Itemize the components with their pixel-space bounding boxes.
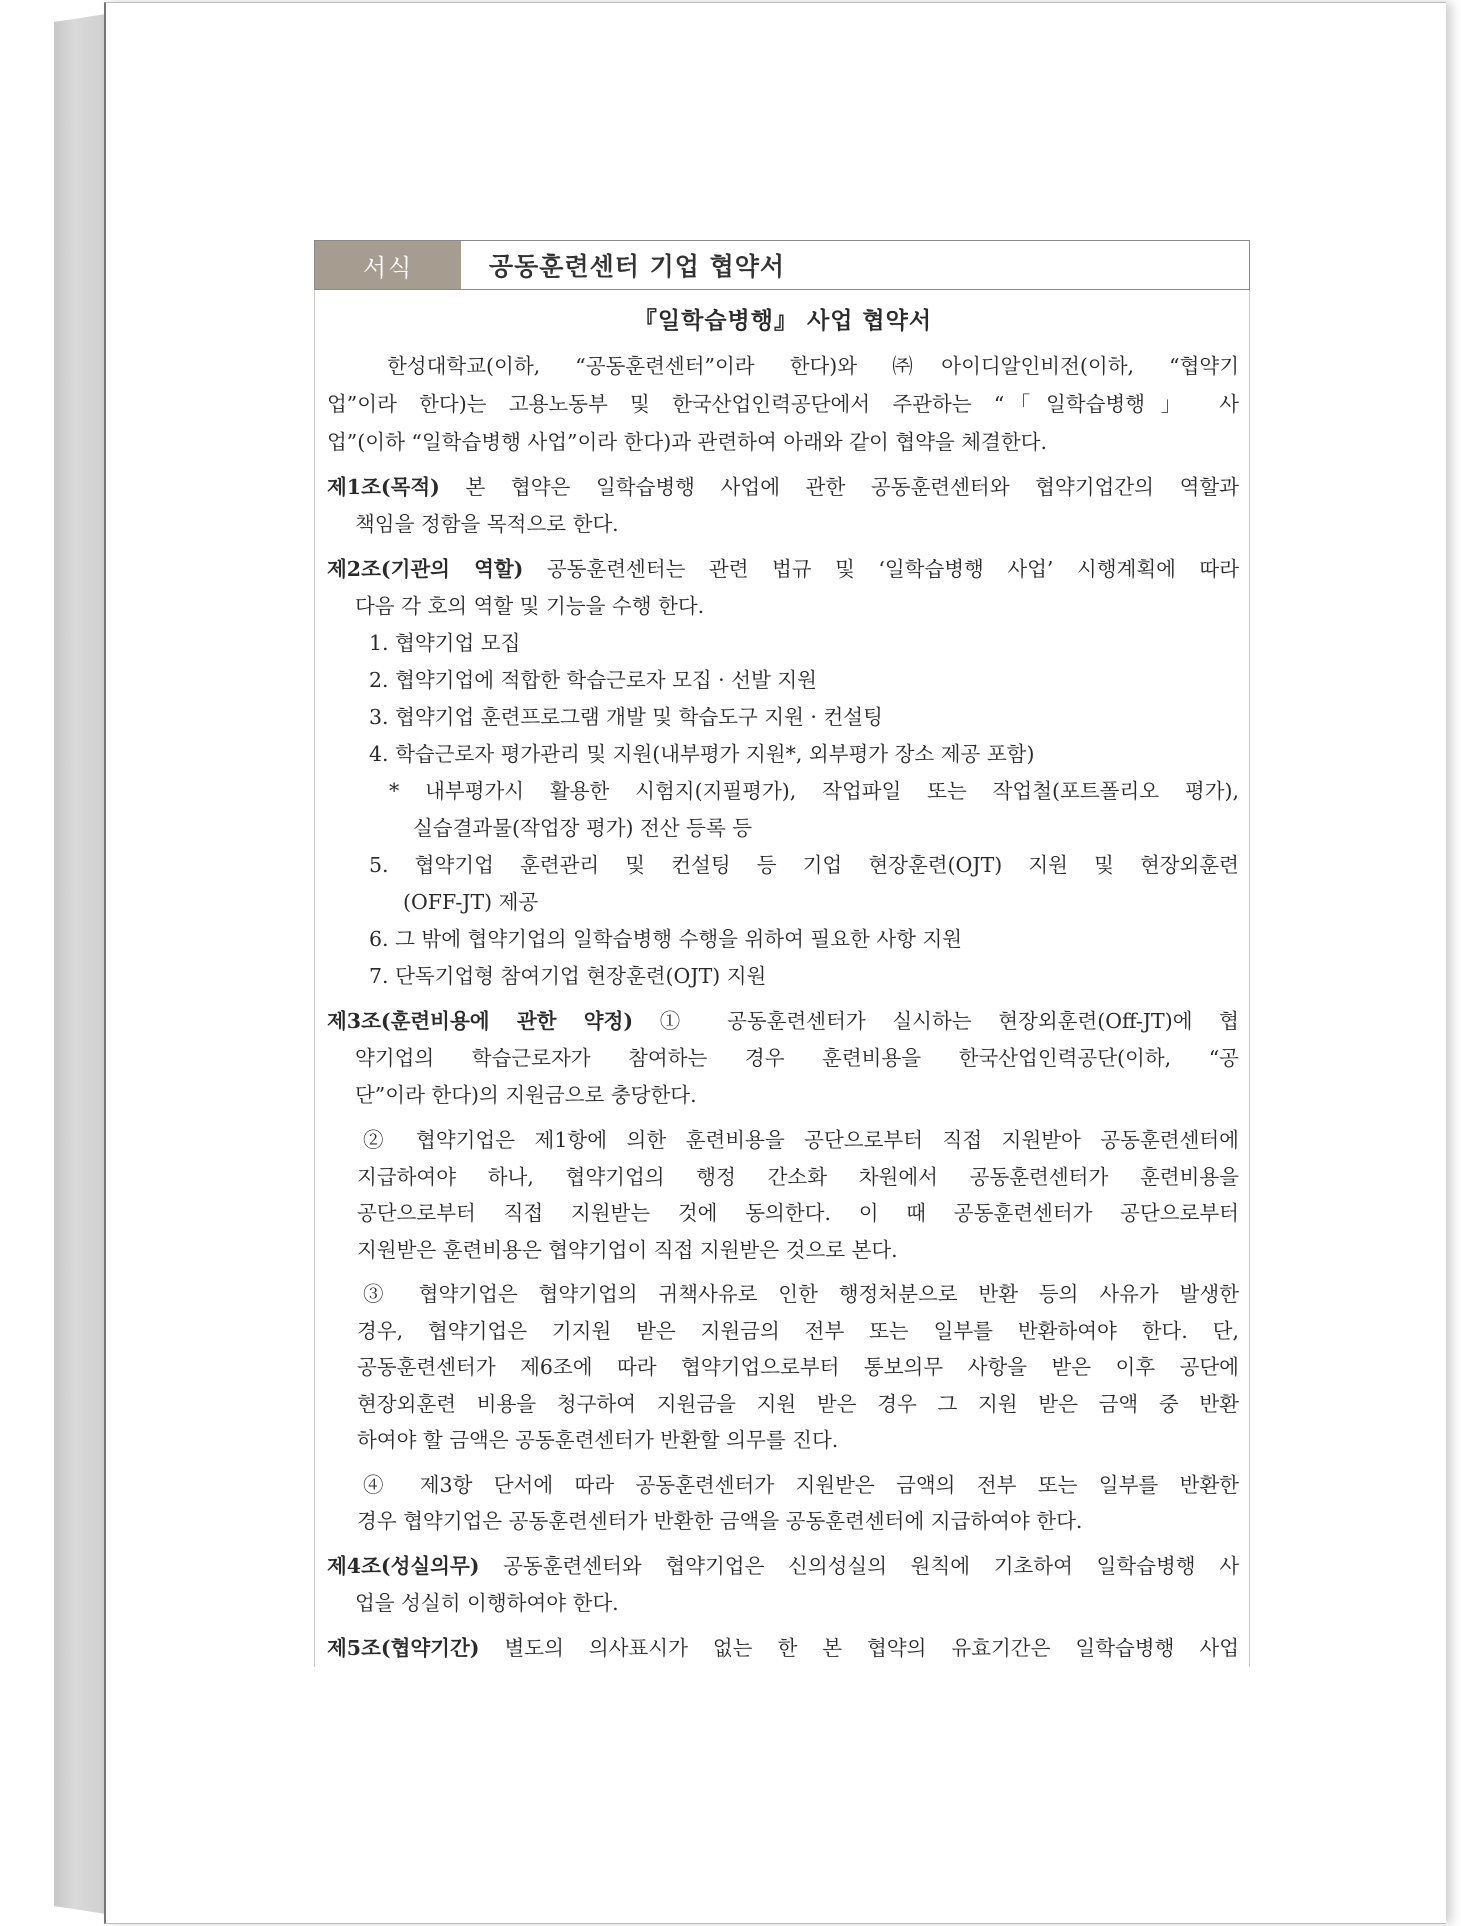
list-item: 5. 협약기업 훈련관리 및 컨설팅 등 기업 현장훈련(OJT) 지원 및 현장외훈련 [369, 853, 1239, 877]
intro-line: 한성대학교(이하, “공동훈련센터”이라 한다)와 ㈜아이디알인비전(이하, “협약기 [387, 354, 1239, 378]
article-text: 공동훈련센터와 협약기업은 신의성실의 원칙에 기초하여 일학습병행 사 [479, 1553, 1239, 1578]
document-title: 『일학습병행』 사업 협약서 [633, 308, 933, 334]
list-item: (OFF-JT) 제공 [403, 890, 539, 914]
list-item: 2. 협약기업에 적합한 학습근로자 모집 · 선발 지원 [369, 668, 817, 692]
article-text: ① 공동훈련센터가 실시하는 현장외훈련(Off-JT)에 협 [633, 1009, 1239, 1033]
intro-line: 업”이라 한다)는 고용노동부 및 한국산업인력공단에서 주관하는 “「일학습병행」 사 [327, 392, 1239, 416]
intro-paragraph [327, 347, 1239, 461]
form-tag: 서식 [315, 241, 461, 289]
article-text: 별도의 의사표시가 없는 한 본 협약의 유효기간은 일학습병행 사업 [479, 1635, 1239, 1660]
book-spine [54, 14, 106, 1914]
footnote [327, 773, 1239, 847]
article-3 [327, 1003, 1239, 1114]
article-4 [327, 1548, 1239, 1622]
list-item: 3. 협약기업 훈련프로그램 개발 및 학습도구 지원 · 컨설팅 [369, 705, 883, 729]
footnote-line: 실습결과물(작업장 평가) 전산 등록 등 [413, 816, 753, 840]
article-2 [327, 551, 1239, 625]
article-heading: 제1조(목적) [327, 475, 440, 499]
list-item: 1. 협약기업 모집 [369, 631, 521, 655]
agreement-form [314, 240, 1250, 1682]
form-header [314, 240, 1250, 290]
article-5 [327, 1630, 1239, 1667]
article-text: 약기업의 학습근로자가 참여하는 경우 훈련비용을 한국산업인력공단(이하, “공 [355, 1046, 1239, 1070]
list-item: 6. 그 밖에 협약기업의 일학습병행 수행을 위하여 필요한 사항 지원 [369, 927, 963, 951]
article-heading: 제2조(기관의 역할) [327, 557, 524, 581]
article-text: 단”이라 한다)의 지원금으로 충당한다. [355, 1083, 697, 1107]
form-header-title: 공동훈련센터 기업 협약서 [489, 252, 786, 281]
article-text: 다음 각 호의 역할 및 기능을 수행 한다. [355, 594, 705, 618]
article-text: 책임을 정함을 목적으로 한다. [355, 512, 619, 536]
article-heading: 제5조(협약기간) [327, 1635, 480, 1660]
clause-2: ② 협약기업은 제1항에 의한 훈련비용을 공단으로부터 직접 지원받아 공동훈련센터에 지급하여야 하나, 협약기업의 행정 간소화 차원에서 공동훈련센터가 훈련비용을 공단으로부터 직접 지원받는 것에 동의한다. 이 때 공동훈련센터가 공단으로부터 지원받은 훈련비용은 협약기업이 직접 지원받은 것으로 본다. [357, 1128, 1239, 1262]
article-heading: 제3조(훈련비용에 관한 약정) [327, 1009, 634, 1033]
article-text: 공동훈련센터는 관련 법규 및 ‘일학습병행 사업’ 시행계획에 따라 [523, 557, 1239, 581]
form-body [314, 290, 1250, 1667]
clause-4: ④ 제3항 단서에 따라 공동훈련센터가 지원받은 금액의 전부 또는 일부를 반환한 경우 협약기업은 공동훈련센터가 반환한 금액을 공동훈련센터에 지급하여야 한다. [357, 1472, 1239, 1533]
clause-3: ③ 협약기업은 협약기업의 귀책사유로 인한 행정처분으로 반환 등의 사유가 발생한 경우, 협약기업은 기지원 받은 지원금의 전부 또는 일부를 반환하여야 한다. 단, 공동훈련센터가 제6조에 따라 협약기업으로부터 통보의무 사항을 받은 이후 공단에 현장외훈련 비용을 청구하여 지원금을 지원 받은 경우 그 지원 받은 금액 중 반환 하여야 할 금액은 공동훈련센터가 반환할 의무를 진다. [357, 1282, 1239, 1452]
article-text: 업을 성실히 이행하여야 한다. [355, 1590, 619, 1615]
article-heading: 제4조(성실의무) [327, 1553, 480, 1578]
intro-line: 업”(이하 “일학습병행 사업”이라 한다)과 관련하여 아래와 같이 협약을 체결한다. [327, 430, 1047, 454]
article-1 [327, 469, 1239, 543]
list-item: 7. 단독기업형 참여기업 현장훈련(OJT) 지원 [369, 964, 767, 988]
footnote-line: * 내부평가시 활용한 시험지(지필평가), 작업파일 또는 작업철(포트폴리오 평가), [389, 779, 1239, 803]
list-item: 4. 학습근로자 평가관리 및 지원(내부평가 지원*, 외부평가 장소 제공 포함) [369, 742, 1035, 766]
article-text: 본 협약은 일학습병행 사업에 관한 공동훈련센터와 협약기업간의 역할과 [439, 475, 1239, 499]
